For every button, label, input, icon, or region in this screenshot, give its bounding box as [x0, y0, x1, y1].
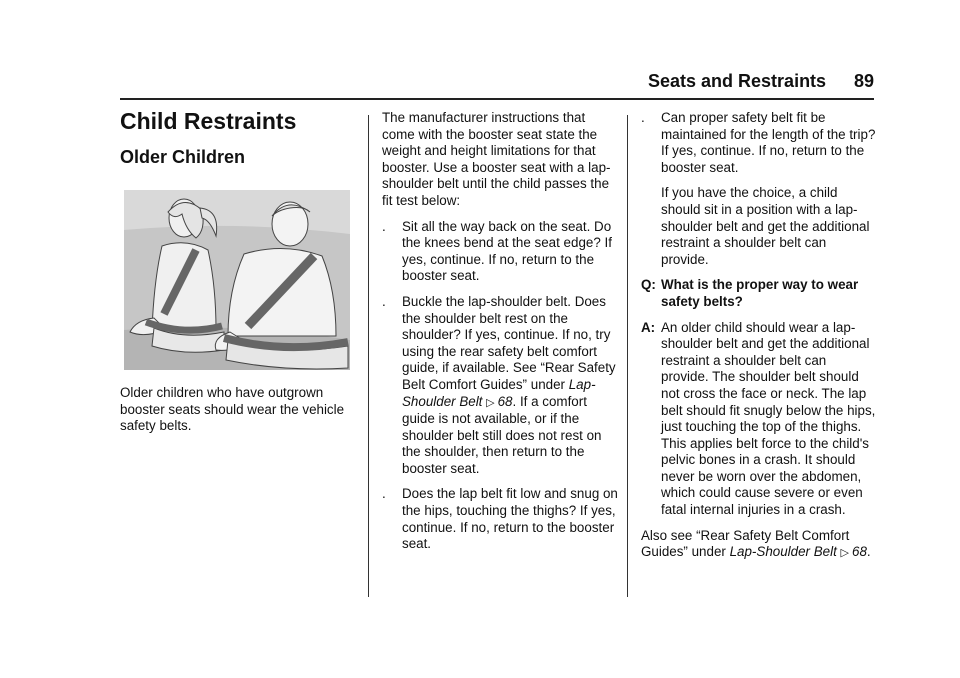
column-1: [120, 385, 356, 444]
lap-shoulder-belt-link[interactable]: Lap-Shoulder Belt: [402, 376, 596, 409]
fit-test-item-text: Does the lap belt fit low and snug on the hips, touching the thighs? If yes, continue. If no, return to the booster seat.: [402, 486, 618, 552]
page-reference-icon: ▷: [840, 547, 849, 560]
children-seatbelt-illustration: [124, 190, 350, 370]
fit-test-item: [641, 110, 877, 176]
fit-test-item-text: Sit all the way back on the seat. Do the knees bend at the seat edge? If yes, continue. If no, return to the booster seat.: [402, 218, 612, 284]
bullet-mark: .: [382, 218, 386, 234]
fit-test-item-text: Buckle the lap-shoulder belt. Does the shoulder belt rest on the shoulder? If yes, continue. If no, try using the rear safety belt comfort guide, if available. See “Rear Safety Belt Comfort Guides” under: [402, 293, 616, 392]
also-see: [641, 528, 877, 562]
question: [641, 277, 877, 310]
section-title: Seats and Restraints: [648, 71, 827, 91]
column-divider-2: [627, 115, 628, 597]
older-children-intro: Older children who have outgrown booster seats should wear the vehicle safety belts.: [120, 385, 345, 434]
page-reference[interactable]: 68: [852, 544, 867, 560]
fit-test-item: [382, 219, 618, 285]
fit-test-item: [382, 294, 618, 478]
question-tag: Q:: [641, 277, 656, 293]
bullet-mark: .: [641, 110, 645, 125]
bullet-mark: .: [382, 486, 386, 502]
page-reference-icon: ▷: [486, 396, 495, 409]
fit-test-followup: If you have the choice, a child should sit in a position with a lap-shoulder belt and get the additional restraint a shoulder belt can provide.: [661, 185, 870, 267]
fit-test-item-text: Can proper safety belt fit be maintained for the length of the trip? If yes, continue. If no, return to the booster seat.: [661, 110, 876, 175]
booster-intro: The manufacturer instructions that come with the booster seat state the weight and height limitations for that booster. Use a booster seat with a lap-shoulder belt until the child passes the fit test below:: [382, 110, 611, 208]
also-see-text: Also see “Rear Safety Belt Comfort Guides” under: [641, 527, 850, 560]
section-subheading: Older Children: [120, 147, 246, 167]
page-heading: Child Restraints: [120, 108, 297, 134]
header-rule: [120, 98, 874, 100]
column-3: [641, 110, 877, 571]
fit-test-item: [382, 486, 618, 552]
bullet-mark: .: [382, 293, 386, 309]
answer: [641, 320, 877, 519]
lap-shoulder-belt-link[interactable]: Lap-Shoulder Belt: [729, 544, 837, 560]
question-text: What is the proper way to wear safety belts?: [661, 277, 859, 309]
page-number: 89: [854, 71, 875, 91]
column-2: [382, 110, 618, 562]
column-divider-1: [368, 115, 369, 597]
also-see-end: .: [866, 544, 871, 560]
fit-test-item-text-tail: . If a comfort guide is not available, or if the shoulder belt still does not rest on the shoulder, then return to the booster seat.: [402, 393, 602, 476]
answer-text: An older child should wear a lap-shoulder belt and get the additional restraint a shoulder belt can provide. The shoulder belt should not cross the face or neck. The lap belt should fit snugly below the hips, just touching the top of the thighs. This applies belt force to the child's pelvic bones in a crash. It should never be worn over the abdomen, which could cause severe or even fatal internal injuries in a crash.: [661, 319, 876, 518]
answer-tag: A:: [641, 319, 656, 335]
page-reference[interactable]: 68: [497, 393, 513, 409]
